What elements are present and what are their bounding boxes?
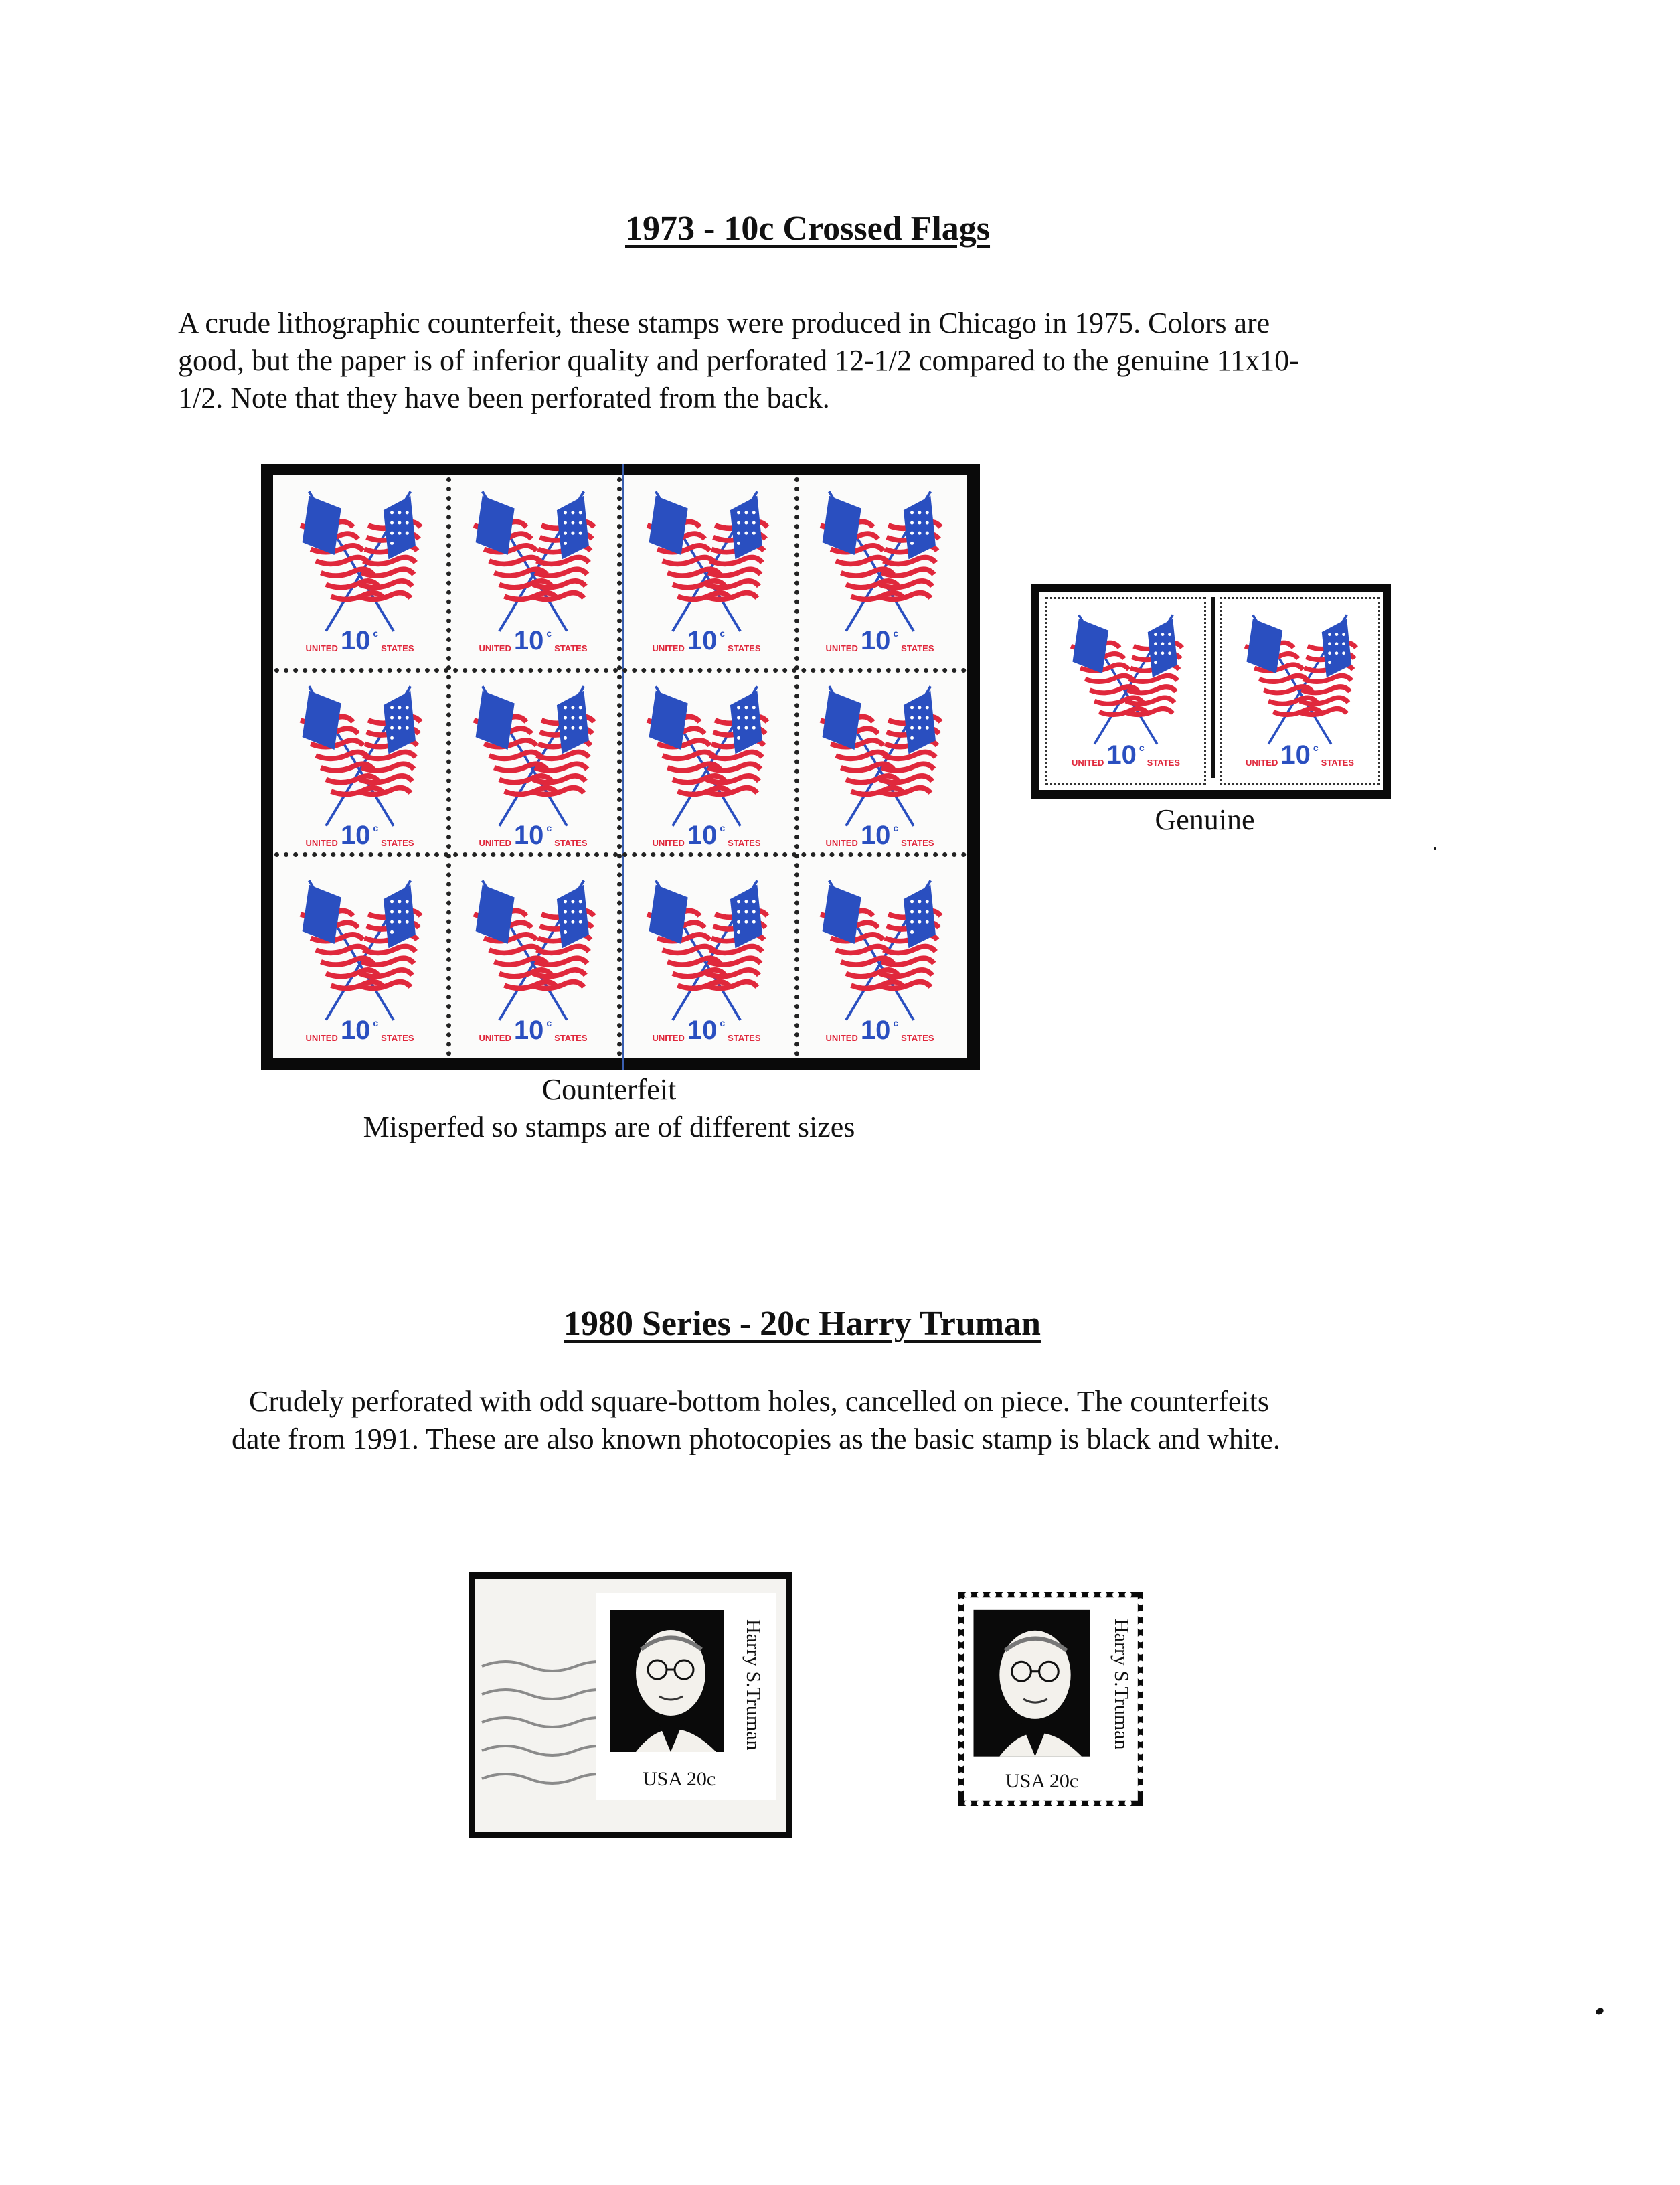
stamp-states-label: STATES [728,1032,761,1043]
stamp-united-label: UNITED [652,1032,685,1043]
stamp-cents-label: c [893,823,899,834]
stamp-states-label: STATES [728,643,761,654]
stamp-label-row [620,1015,793,1045]
stamp-value-label: 10 [860,1015,891,1045]
counterfeit-flag-stamp [273,669,446,864]
stamp-cents-label: c [893,1017,899,1028]
stamp-cents-label: c [1139,742,1145,754]
stamp-cents-label: c [893,628,899,639]
stamp-label-row [793,1015,967,1045]
stamp-cents-label: c [373,1017,379,1028]
stamp-united-label: UNITED [479,1032,511,1043]
stamp-label-row [446,1015,620,1045]
stamp-label-row [1222,740,1378,771]
truman-genuine-stamp [958,1592,1143,1806]
perforation-horizontal-2 [274,852,967,857]
stamp-united-label: UNITED [652,838,685,849]
perforation-vertical-2 [617,477,622,1056]
counterfeit-flag-stamp [446,669,620,864]
stamp-label-row [446,821,620,851]
stamp-cents-label: c [373,628,379,639]
stamp-united-label: UNITED [305,1032,338,1043]
stamp-value-label: 10 [340,1015,371,1045]
genuine-flag-design [1222,599,1378,783]
stamp-value-label: 10 [513,626,544,656]
genuine-flag-design [1047,599,1204,783]
stamp-united-label: UNITED [1071,758,1104,768]
stamp-states-label: STATES [381,643,414,654]
stamp-states-label: STATES [1321,758,1355,768]
genuine-pair-image [1031,584,1391,799]
truman-value-label: USA 20c [643,1768,716,1790]
stamp-label-row [446,626,620,656]
stamp-cents-label: c [373,823,379,834]
stamp-united-label: UNITED [825,643,858,654]
counterfeit-flag-stamp [446,475,620,669]
truman-stamp-design [958,1592,1143,1806]
counterfeit-block-image [261,464,980,1070]
counterfeit-flag-stamp [793,669,967,864]
section2-paragraph-line-2: date from 1991. These are also known photocopies as the basic stamp is black and white. [232,1423,1280,1455]
stamp-states-label: STATES [554,838,588,849]
stamp-cents-label: c [720,628,726,639]
stamp-states-label: STATES [554,1032,588,1043]
section2-title: 1980 Series - 20c Harry Truman [564,1305,1041,1343]
stamp-states-label: STATES [901,643,934,654]
counterfeit-flag-stamp [620,475,793,669]
counterfeit-flag-stamp [793,864,967,1058]
stamp-label-row [273,821,446,851]
counterfeit-block-divider [622,464,624,1070]
stamp-united-label: UNITED [652,643,685,654]
stamp-value-label: 10 [687,1015,718,1045]
section1-paragraph [178,305,1517,417]
stamp-states-label: STATES [901,1032,934,1043]
truman-stamp-design [596,1593,776,1800]
stamp-label-row [793,821,967,851]
stamp-states-label: STATES [554,643,588,654]
counterfeit-flag-stamp [273,864,446,1058]
counterfeit-flag-stamp [793,475,967,669]
stamp-value-label: 10 [340,821,371,851]
stamp-value-label: 10 [687,626,718,656]
section1-title: 1973 - 10c Crossed Flags [625,210,991,248]
genuine-stamp-left [1045,597,1206,785]
stamp-label-row [620,821,793,851]
genuine-caption: Genuine [1155,803,1255,836]
stamp-united-label: UNITED [479,838,511,849]
counterfeit-flag-stamp [446,864,620,1058]
stamp-label-row [620,626,793,656]
stamp-value-label: 10 [860,821,891,851]
section1-paragraph-line-1: A crude lithographic counterfeit, these stamps were produced in Chicago in 1975. Colors are [178,307,1270,339]
stamp-label-row [273,626,446,656]
section1-paragraph-line-3: 1/2. Note that they have been perforated from the back. [178,382,830,414]
counterfeit-caption [321,1071,897,1146]
stamp-label-row [273,1015,446,1045]
truman-value-label: USA 20c [1005,1770,1079,1792]
stamp-cents-label: c [546,628,552,639]
stamp-label-row [793,626,967,656]
stamp-cents-label: c [720,1017,726,1028]
perforation-horizontal-1 [274,668,967,673]
stamp-states-label: STATES [381,1032,414,1043]
stamp-cents-label: c [1313,742,1319,754]
section1-paragraph-line-2: good, but the paper is of inferior quality and perforated 12-1/2 compared to the genuine 11x10- [178,344,1299,377]
counterfeit-caption-line-1: Counterfeit [541,1073,677,1106]
stamp-value-label: 10 [1106,740,1137,771]
stamp-states-label: STATES [728,838,761,849]
stamp-value-label: 10 [860,626,891,656]
stamp-united-label: UNITED [305,838,338,849]
stamp-value-label: 10 [513,1015,544,1045]
stray-mark-2 [1595,2007,1605,2016]
stamp-united-label: UNITED [479,643,511,654]
stamp-label-row [1047,740,1204,771]
stamp-states-label: STATES [901,838,934,849]
truman-counterfeit-stamp [596,1593,776,1800]
counterfeit-flag-stamp [620,669,793,864]
stamp-cents-label: c [546,823,552,834]
stamp-cents-label: c [720,823,726,834]
truman-name-label: Harry S.Truman [1110,1619,1132,1750]
stamp-united-label: UNITED [825,1032,858,1043]
stamp-states-label: STATES [1147,758,1181,768]
counterfeit-flag-stamp [620,864,793,1058]
stamp-united-label: UNITED [305,643,338,654]
stamp-value-label: 10 [687,821,718,851]
stamp-united-label: UNITED [825,838,858,849]
truman-name-label: Harry S.Truman [742,1619,764,1751]
truman-counterfeit-on-piece [469,1572,792,1838]
stamp-value-label: 10 [1280,740,1311,771]
stamp-cents-label: c [546,1017,552,1028]
perforation-vertical-3 [794,477,799,1056]
counterfeit-flag-stamp [273,475,446,669]
genuine-pair-divider [1211,597,1215,778]
section2-paragraph [232,1383,1503,1458]
stray-mark [1434,847,1436,850]
stamp-states-label: STATES [381,838,414,849]
stamp-united-label: UNITED [1245,758,1278,768]
stamp-value-label: 10 [513,821,544,851]
genuine-stamp-right [1220,597,1380,785]
stamp-value-label: 10 [340,626,371,656]
perforation-vertical-1 [446,477,451,1056]
counterfeit-caption-line-2: Misperfed so stamps are of different sizes [363,1111,855,1143]
section2-paragraph-line-1: Crudely perforated with odd square-bottom holes, cancelled on piece. The counterfeits [249,1385,1269,1418]
